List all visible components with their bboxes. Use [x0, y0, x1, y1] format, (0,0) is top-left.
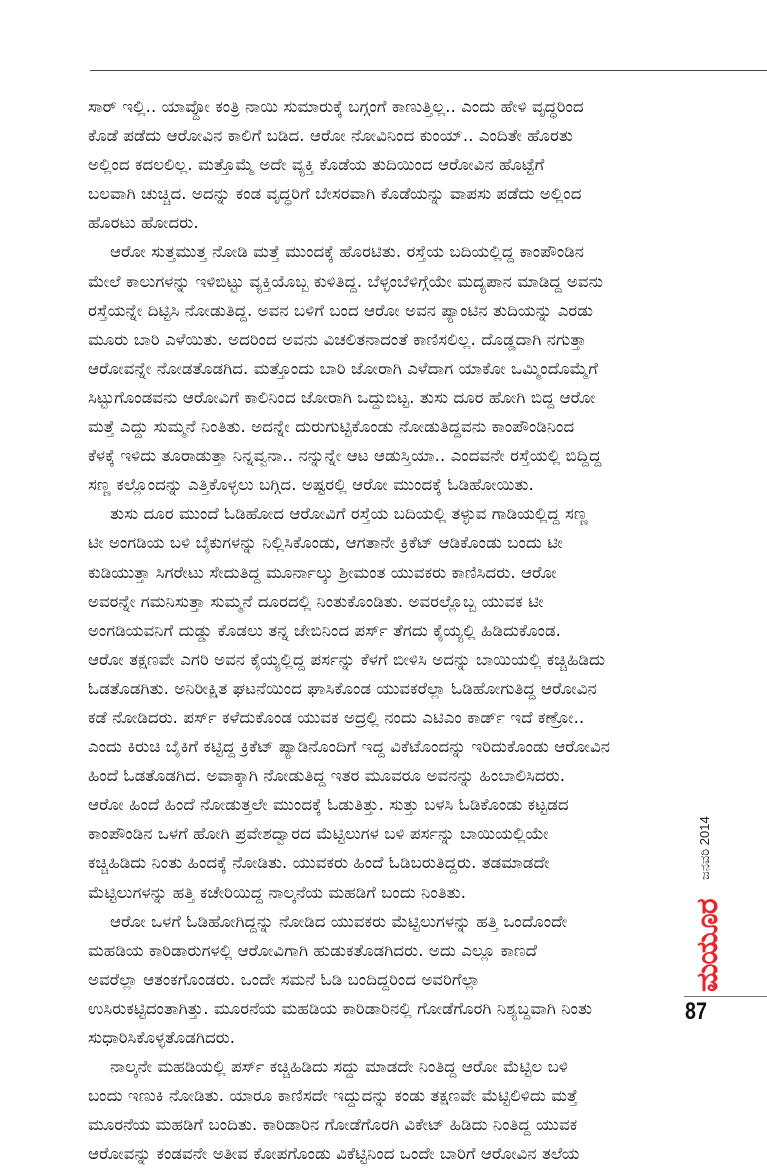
article-line: ಮತ್ತೆ ಎದ್ದು ಸುಮ್ಮನೆ ನಿಂತಿತು. ಅದನ್ನೇ ದುರುಗುಟ್ಟಿಕೊಂಡು ನೋಡುತಿದ್ದವನು ಕಾಂಪೌಂಡಿನಿಂದ — [88, 417, 575, 437]
page-number: 87 — [685, 998, 707, 1025]
article-line: ಹೊರಟು ಹೋದರು. — [88, 213, 199, 233]
issue-date: ಜನವರಿ 2014 — [697, 816, 712, 880]
article-line: ಸಣ್ಣ ಕಲ್ಲೊಂದನ್ನು ಎತ್ತಿಕೊಳ್ಳಲು ಬಗ್ಗಿದ. ಅಷ್ಟರಲ್ಲಿ ಆರೋ ಮುಂದಕ್ಕೆ ಓಡಿಹೋಯಿತು. — [88, 475, 534, 495]
article-line: ಹಿಂದೆ ಓಡತೊಡಗಿದ. ಅವಾಕ್ಕಾಗಿ ನೋಡುತಿದ್ದ ಇತರ ಮೂವರೂ ಅವನನ್ನು ಹಿಂಬಾಲಿಸಿದರು. — [88, 766, 566, 786]
article-line: ಕೊಡೆ ಪಡೆದು ಆರೋವಿನ ಕಾಲಿಗೆ ಬಡಿದ. ಆರೋ ನೋವಿನಿಂದ ಕುಂಯ್.. ಎಂದಿತೇ ಹೊರತು — [88, 126, 573, 146]
article-line: ಕೆಳಕ್ಕೆ ಇಳಿದು ತೂರಾಡುತ್ತಾ ನಿನ್ನವ್ವನಾ.. ನನ್ನುನ್ನೇ ಆಟ ಆಡುಸ್ತಿಯಾ.. ಎಂದವನೇ ರಸ್ತೆಯಲ್ಲಿ ಬಿದ್ದಿದ್ದ — [88, 446, 602, 466]
article-line: ಕಡೆ ನೋಡಿದರು. ಪರ್ಸ್ ಕಳೆದುಕೊಂಡ ಯುವಕ ಅದ್ರಲ್ಲಿ ನಂದು ಎಟಿಎಂ ಕಾರ್ಡ್ ಇದೆ ಕಣ್ರೋ.. — [88, 707, 585, 727]
article-line: ಆರೋವನ್ನೇ ನೋಡತೊಡಗಿದ. ಮತ್ತೊಂದು ಬಾರಿ ಜೋರಾಗಿ ಎಳೆದಾಗ ಯಾಕೋ ಒಮ್ಮಿಂದೊಮ್ಮೆಗೆ — [88, 358, 598, 378]
article-line: ಅವರನ್ನೇ ಗಮನಿಸುತ್ತಾ ಸುಮ್ಮನೆ ದೂರದಲ್ಲಿ ನಿಂತುಕೊಂಡಿತು. ಅವರಲ್ಲೊಬ್ಬ ಯುವಕ ಟೀ — [88, 591, 544, 611]
article-line: ಅವರೆಲ್ಲಾ ಆತಂಕಗೊಂಡರು. ಒಂದೇ ಸಮನೆ ಓಡಿ ಬಂದಿದ್ದರಿಂದ ಅವರಿಗೆಲ್ಲಾ — [88, 969, 481, 989]
article-line: ಮೆಟ್ಟಿಲುಗಳನ್ನು ಹತ್ತಿ ಕಚೇರಿಯಿದ್ದ ನಾಲ್ಕನೆಯ ಮಹಡಿಗೆ ಬಂದು ನಿಂತಿತು. — [88, 882, 467, 902]
article-line: ಓಡತೊಡಗಿತು. ಅನಿರೀಕ್ಷಿತ ಘಟನೆಯಿಂದ ಘಾಸಿಕೊಂಡ ಯುವಕರೆಲ್ಲಾ ಓಡಿಹೋಗುತಿದ್ದ ಆರೋವಿನ — [88, 678, 597, 698]
article-line: ಬಂದು ಇಣುಕಿ ನೋಡಿತು. ಯಾರೂ ಕಾಣಿಸದೇ ಇದ್ದುದನ್ನು ಕಂಡು ತಕ್ಷಣವೇ ಮೆಟ್ಟಿಲಿಳಿದು ಮತ್ತೆ — [88, 1086, 578, 1106]
article-line: ಆರೋ ತಕ್ಷಣವೇ ಎಗರಿ ಅವನ ಕೈಯ್ಯಲ್ಲಿದ್ದ ಪರ್ಸನ್ನು ಕೆಳಗೆ ಬೀಳಿಸಿ ಅದನ್ನು ಬಾಯಿಯಲ್ಲಿ ಕಚ್ಚಿಹಿಡಿದು — [88, 649, 606, 669]
article-line: ಸುಧಾರಿಸಿಕೊಳ್ಳತೊಡಗಿದರು. — [88, 1028, 236, 1047]
article-line: ಅಲ್ಲಿಂದ ಕದಲಲಿಲ್ಲ. ಮತ್ತೊಮ್ಮೆ ಅದೇ ವ್ಯಕ್ತಿ ಕೊಡೆಯ ತುದಿಯಿಂದ ಆರೋವಿನ ಹೊಟ್ಟೆಗೆ — [88, 155, 545, 175]
article-line: ಮೂರನೆಯ ಮಹಡಿಗೆ ಬಂದಿತು. ಕಾರಿಡಾರಿನ ಗೋಡೆಗೊರಗಿ ವಿಕೇಟ್ ಹಿಡಿದು ನಿಂತಿದ್ದ ಯುವಕ — [88, 1115, 578, 1135]
article-line: ಸಾರ್ ಇಲ್ಲಿ.. ಯಾವ್ದೋ ಕಂತ್ರಿ ನಾಯಿ ಸುಮಾರುಕ್ಕೆ ಬಗ್ಗಂಗೆ ಕಾಣುತ್ತಿಲ್ಲ.. ಎಂದು ಹೇಳಿ ವೃದ್ಧರಿಂದ — [88, 97, 584, 116]
article-line: ಟೀ ಅಂಗಡಿಯ ಬಳಿ ಬೈಕುಗಳನ್ನು ನಿಲ್ಲಿಸಿಕೊಂಡು, ಆಗತಾನೇ ಕ್ರಿಕೆಟ್ ಆಡಿಕೊಂಡು ಬಂದು ಟೀ — [88, 533, 563, 553]
article-line: ತುಸು ದೂರ ಮುಂದೆ ಓಡಿಹೋದ ಆರೋವಿಗೆ ರಸ್ತೆಯ ಬದಿಯಲ್ಲಿ ತಳ್ಳುವ ಗಾಡಿಯಲ್ಲಿದ್ದ ಸಣ್ಣ — [110, 504, 589, 524]
article-line: ಮೇಲೆ ಕಾಲುಗಳನ್ನು ಇಳಿಬಿಟ್ಟು ವ್ಯಕ್ತಿಯೊಬ್ಬ ಕುಳಿತಿದ್ದ. ಬೆಳ್ಳಂಬೆಳಿಗ್ಗೆಯೇ ಮದ್ಯಪಾನ ಮಾಡಿದ್ದ ಅವನು — [88, 271, 604, 291]
article-line: ಕುಡಿಯುತ್ತಾ ಸಿಗರೇಟು ಸೇದುತಿದ್ದ ಮೂರ್ನಾಲ್ಕು ಶ್ರೀಮಂತ ಯುವಕರು ಕಾಣಿಸಿದರು. ಆರೋ — [88, 562, 557, 582]
article-line: ಆರೋವನ್ನು ಕಂಡವನೇ ಅತೀವ ಕೋಪಗೊಂಡು ವಿಕೆಟ್ಟಿನಿಂದ ಒಂದೇ ಬಾರಿಗೆ ಆರೋವಿನ ತಲೆಯ — [88, 1144, 580, 1164]
article-line: ಆರೋ ಒಳಗೆ ಓಡಿಹೋಗಿದ್ದನ್ನು ನೋಡಿದ ಯುವಕರು ಮೆಟ್ಟಿಲುಗಳನ್ನು ಹತ್ತಿ ಒಂದೊಂದೇ — [110, 911, 568, 931]
article-line: ಎಂದು ಕಿರುಚಿ ಬೈಕಿಗೆ ಕಟ್ಟಿದ್ದ ಕ್ರಿಕೆಟ್ ಪ್ಯಾಡಿನೊಂದಿಗೆ ಇದ್ದ ವಿಕೆಟೊಂದನ್ನು ಇರಿದುಕೊಂಡು ಆರೋವಿನ — [88, 737, 611, 757]
article-line: ಸಿಟ್ಟುಗೊಂಡವನು ಆರೋವಿಗೆ ಕಾಲಿನಿಂದ ಜೋರಾಗಿ ಒದ್ದುಬಿಟ್ಟ. ತುಸು ದೂರ ಹೋಗಿ ಬಿದ್ದ ಆರೋ — [88, 387, 596, 407]
article-line: ಆರೋ ಹಿಂದೆ ಹಿಂದೆ ನೋಡುತ್ತಲೇ ಮುಂದಕ್ಕೆ ಓಡುತಿತ್ತು. ಸುತ್ತು ಬಳಸಿ ಓಡಿಕೊಂಡು ಕಟ್ಟಡದ — [88, 795, 569, 815]
article-body — [88, 92, 684, 1168]
article-line: ಉಸಿರುಕಟ್ಟಿದಂತಾಗಿತ್ತು. ಮೂರನೆಯ ಮಹಡಿಯ ಕಾರಿಡಾರಿನಲ್ಲಿ ಗೋಡೆಗೊರಗಿ ನಿಶ್ಯಬ್ದವಾಗಿ ನಿಂತು — [88, 998, 593, 1018]
article-line: ಮಹಡಿಯ ಕಾರಿಡಾರುಗಳಲ್ಲಿ ಆರೋವಿಗಾಗಿ ಹುಡುಕತೊಡಗಿದರು. ಅದು ಎಲ್ಲೂ ಕಾಣದೆ — [88, 940, 538, 960]
article-line: ಅಂಗಡಿಯವನಿಗೆ ದುಡ್ಡು ಕೊಡಲು ತನ್ನ ಜೇಬಿನಿಂದ ಪರ್ಸ್ ತೆಗದು ಕೈಯ್ಯಲ್ಲಿ ಹಿಡಿದುಕೊಂಡ. — [88, 620, 561, 640]
header-rule — [90, 70, 767, 71]
article-line: ಕಚ್ಚಿಹಿಡಿದು ನಿಂತು ಹಿಂದಕ್ಕೆ ನೋಡಿತು. ಯುವಕರು ಹಿಂದೆ ಓಡಿಬರುತಿದ್ದರು. ತಡಮಾಡದೇ — [88, 853, 550, 873]
article-line: ಕಾಂಪೌಂಡಿನ ಒಳಗೆ ಹೋಗಿ ಪ್ರವೇಶದ್ವಾರದ ಮೆಟ್ಟಿಲುಗಳ ಬಳಿ ಪರ್ಸನ್ನು ಬಾಯಿಯಲ್ಲಿಯೇ — [88, 824, 549, 844]
article-line: ಆರೋ ಸುತ್ತಮುತ್ತ ನೋಡಿ ಮತ್ತೆ ಮುಂದಕ್ಕೆ ಹೊರಟಿತು. ರಸ್ತೆಯ ಬದಿಯಲ್ಲಿದ್ದ ಕಾಂಪೌಂಡಿನ — [110, 242, 584, 262]
article-line: ರಸ್ತೆಯನ್ನೇ ದಿಟ್ಟಿಸಿ ನೋಡುತಿದ್ದ. ಅವನ ಬಳಿಗೆ ಬಂದ ಆರೋ ಅವನ ಪ್ಯಾಂಟಿನ ತುದಿಯನ್ನು ಎರಡು — [88, 300, 594, 320]
article-line: ಬಲವಾಗಿ ಚುಚ್ಚಿದ. ಅದನ್ನು ಕಂಡ ವೃದ್ಧರಿಗೆ ಬೇಸರವಾಗಿ ಕೊಡೆಯನ್ನು ವಾಪಸು ಪಡೆದು ಅಲ್ಲಿಂದ — [88, 184, 582, 204]
article-line: ನಾಲ್ಕನೇ ಮಹಡಿಯಲ್ಲಿ ಪರ್ಸ್ ಕಚ್ಚಿಹಿಡಿದು ಸದ್ದು ಮಾಡದೇ ನಿಂತಿದ್ದ ಆರೋ ಮೆಟ್ಟಿಲ ಬಳಿ — [110, 1057, 569, 1077]
article-line: ಮೂರು ಬಾರಿ ಎಳೆಯಿತು. ಅದರಿಂದ ಅವನು ವಿಚಲಿತನಾದಂತೆ ಕಾಣಿಸಲಿಲ್ಲ. ದೊಡ್ಡದಾಗಿ ನಗುತ್ತಾ — [88, 329, 587, 349]
magazine-logo: ಮಯೂರ — [690, 899, 725, 992]
footer-rule — [684, 996, 767, 997]
